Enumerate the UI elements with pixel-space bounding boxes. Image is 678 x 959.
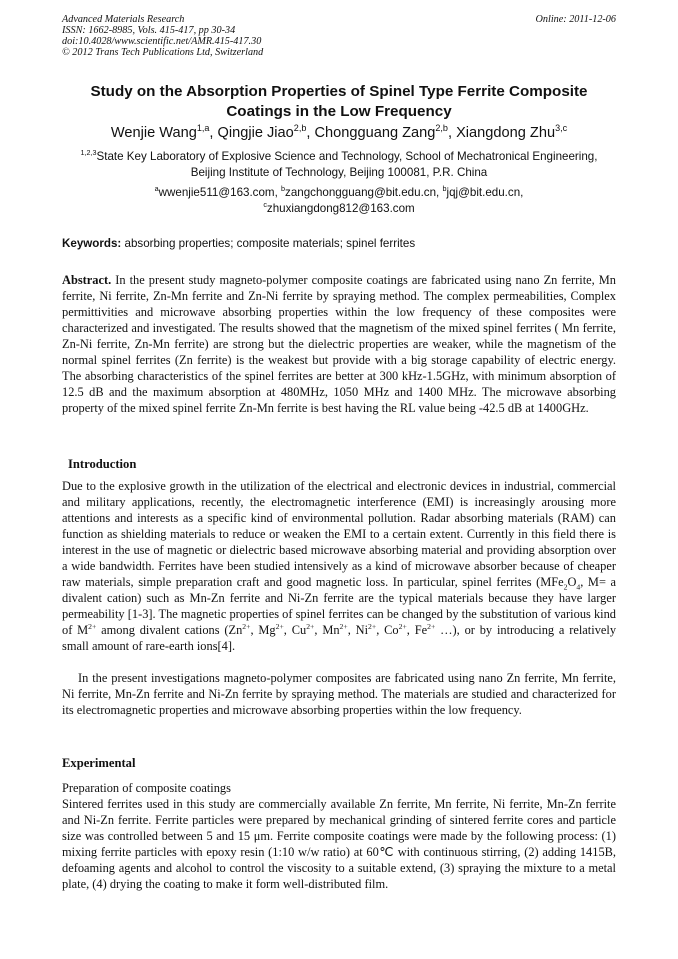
ion-symbol: Fe — [414, 623, 428, 637]
author-affiliation-mark: 3,c — [555, 123, 568, 134]
subscript: 4 — [576, 582, 581, 592]
author-affiliation-mark: 2,b — [293, 123, 307, 134]
body-text: , M= a divalent cation) such as Mn-Zn ferrite and Ni-Zn ferrite are the typical materials because they have larger permeability [1-3]. The magnetic properties of spinel ferrites can be changed by the substitution of various kind of M — [62, 575, 616, 637]
email-mark: c — [263, 200, 267, 210]
author-list: Wenjie Wang$^{1,a}$, Qingjie Jiao$^{2,b}$, Chongguang Zang$^{2,b}$, Xiangdong Zhu$^{3,c}$ — [110, 123, 568, 141]
author-emails — [62, 185, 616, 217]
journal-header — [62, 14, 616, 58]
paper-title: Study on the Absorption Properties of Spinel Type Ferrite Composite Coatings in the Low Frequency — [90, 83, 588, 120]
journal-name: Advanced Materials Research — [62, 14, 185, 25]
email-link[interactable]: jqj@bit.edu.cn, — [446, 186, 524, 199]
affiliation-mark: 1,2,3 — [80, 148, 97, 158]
subscript: 2 — [563, 582, 568, 592]
keywords — [62, 236, 616, 251]
online-date: Online: 2011-12-06 — [535, 14, 616, 25]
abstract-label: Abstract. — [62, 273, 112, 287]
author-name: Chongguang Zang — [314, 125, 436, 141]
superscript: 2+ — [398, 621, 407, 631]
email-mark: a — [154, 184, 159, 194]
ion-symbol: Cu — [291, 623, 307, 637]
separator: , — [250, 623, 259, 637]
author-name: Qingjie Jiao — [217, 125, 294, 141]
email-link[interactable]: zhuxiangdong812@163.com — [266, 202, 415, 215]
experimental-paragraph-1: Sintered ferrites used in this study are commercially available Zn ferrite, Mn ferrite, Ni ferrite, Mn-Zn ferrite and Ni-Zn ferrite. Ferrite particles were prepared by mechanical grinding of sintered ferrite cores and particle size was controlled between 5 and 15 μm. Ferrite composite coatings were made by the following process: (1) mixing ferrite particles with epoxy resin (1:10 w/w ratio) at 60℃ with continuous stirring, (2) adding 1415B, defoaming agents and alcohol to control the viscosity to a suitable extend, (3) spraying the mixture to a metal plate, (4) drying the coating to make it form well-distributed film. — [62, 797, 616, 891]
superscript: 2+ — [368, 621, 377, 631]
superscript: 2+ — [242, 621, 251, 631]
journal-doi[interactable]: doi:10.4028/www.scientific.net/AMR.415-417.30 — [62, 36, 262, 47]
author-name: Wenjie Wang — [110, 125, 197, 141]
keywords-text: absorbing properties; composite materials; spinel ferrites — [121, 237, 416, 250]
abstract-text: In the present study magneto-polymer composite coatings are fabricated using nano Zn ferrite, Mn ferrite, Ni ferrite, Zn-Mn ferrite and Zn-Ni ferrite by spraying method. The complex permeabilities, Complex permittivities and microwave absorbing properties within the low frequency of these composites were characterized and investigated. The results showed that the magnetism of the mixed spinel ferrites ( Mn ferrite, Zn-Ni ferrite, Zn-Mn ferrite) are strong but the dielectric properties are weaker, while the magnetism of the normal spinel ferrites (Zn ferrite) is the weakest but provide with a big storage capability of electric energy. The absorbing characteristics of the spinel ferrites are better at 300 kHz-1.5GHz, with minimum absorption of 12.5 dB and the maximum absorption at 480MHz, 1050 MHz and 1400 MHz. The microwave absorbing property of the mixed spinel ferrite Zn-Mn ferrite is best having the RL value being -42.5 dB at 1400GHz. — [62, 273, 616, 415]
journal-issn: ISSN: 1662-8985, Vols. 415-417, pp 30-34 — [62, 25, 236, 36]
author-affiliation-mark: 1,a — [196, 123, 210, 134]
separator: , — [406, 623, 415, 637]
email-link[interactable]: wwenjie511@163.com, — [158, 186, 282, 199]
superscript: 2+ — [88, 621, 97, 631]
subsection-heading: Preparation of composite coatings — [62, 781, 231, 795]
email-link[interactable]: zangchongguang@bit.edu.cn, — [285, 186, 443, 199]
separator: , — [347, 623, 356, 637]
introduction-paragraph-2: In the present investigations magneto-polymer composites are fabricated using nano Zn ferrite, Mn ferrite, Ni ferrite, Mn-Zn ferrite and Ni-Zn ferrite by spraying method. The materials are studied and characterized for its electromagnetic properties and microwave absorbing properties within the low frequency. — [62, 671, 616, 717]
separator: , — [376, 623, 385, 637]
ion-symbol: Ni — [355, 623, 369, 637]
superscript: 2+ — [339, 621, 348, 631]
section-heading-introduction: Introduction — [68, 457, 137, 471]
ion-symbol: Mg — [258, 623, 276, 637]
introduction-paragraph-1 — [62, 478, 616, 654]
superscript: 2+ — [275, 621, 284, 631]
separator: , — [283, 623, 292, 637]
ion-symbol: Co — [384, 623, 399, 637]
keywords-label: Keywords: — [62, 237, 122, 250]
ion-symbol: Mn — [322, 623, 340, 637]
superscript: 2+ — [306, 621, 315, 631]
separator: , — [314, 623, 323, 637]
author-name: Xiangdong Zhu — [456, 125, 556, 141]
journal-copyright: © 2012 Trans Tech Publications Ltd, Switzerland — [62, 47, 264, 58]
body-text: Due to the explosive growth in the utilization of the electrical and electronic devices in industrial, commercial and military applications, recently, the electromagnetic interference (EMI) is increasingly arousing more attentions and interests as a specific kind of environmental pollution. Radar absorbing materials (RAM) can function as shielding materials to reduce or weaken the EMI to a certain extent. Currently in this field there is interest in the use of magnetic or dielectric based microwave absorbing material and providing absorption over a wide bandwidth. Ferrites have been studied intensively as a kind of microwave absorber because of cheaper raw materials, simple preparation craft and good magnetic loss. In particular, spinel ferrites (MFe — [62, 479, 616, 589]
body-text: among divalent cations (Zn — [96, 623, 243, 637]
superscript: 2+ — [427, 621, 436, 631]
email-mark: b — [281, 184, 286, 194]
email-mark: b — [442, 184, 447, 194]
affiliation-text: State Key Laboratory of Explosive Science and Technology, School of Mechatronical Engineering, Beijing Institute of Technology, Beijing 100081, P.R. China — [96, 150, 598, 179]
affiliation — [62, 149, 616, 181]
section-heading-experimental: Experimental — [62, 756, 136, 770]
body-text: O — [567, 575, 577, 589]
author-affiliation-mark: 2,b — [435, 123, 448, 134]
abstract — [62, 272, 616, 416]
body-text: …), or by introducing a relatively small amount of rare-earth ions[4]. — [62, 623, 617, 653]
